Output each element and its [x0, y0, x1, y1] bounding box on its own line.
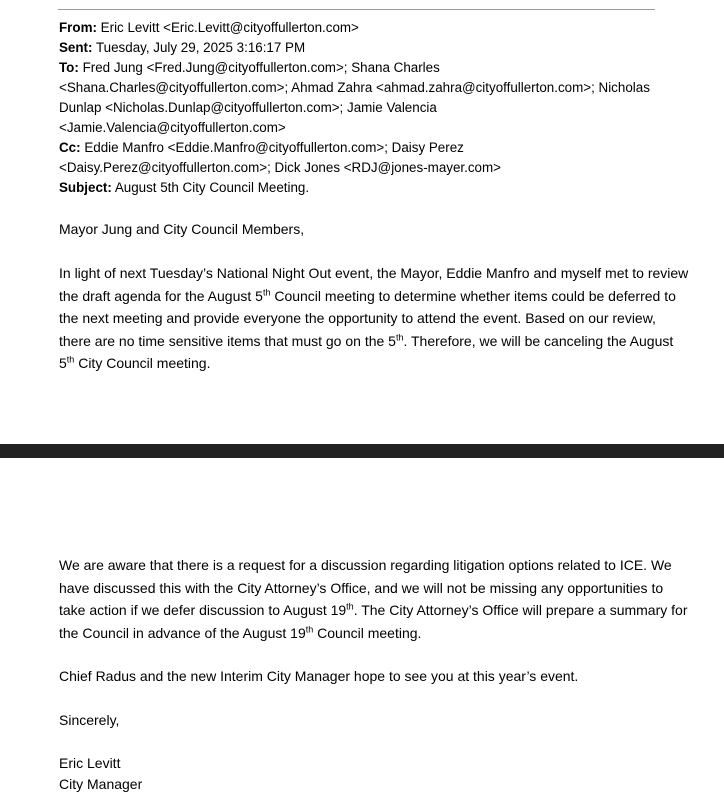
subject-value: August 5th City Council Meeting.: [114, 180, 310, 195]
email-headers: [59, 18, 699, 198]
ordinal-suffix: th: [346, 601, 354, 612]
signature-block: [59, 753, 689, 795]
ordinal-suffix: th: [66, 354, 75, 365]
page-break-band: [0, 444, 724, 458]
to-value-3: Dunlap <Nicholas.Dunlap@cityoffullerton.com>; Jamie Valencia: [59, 100, 437, 115]
subject-label: Subject:: [59, 180, 112, 195]
p1-part-d: City Council meeting.: [74, 355, 211, 371]
ordinal-suffix: th: [395, 331, 404, 342]
to-value-1: Fred Jung <Fred.Jung@cityoffullerton.com>; Shana Charles: [82, 60, 440, 75]
paragraph-3: Chief Radus and the new Interim City Manager hope to see you at this year’s event.: [59, 668, 579, 684]
signer-name: Eric Levitt: [59, 755, 121, 771]
cc-value-1: Eddie Manfro <Eddie.Manfro@cityoffullerton.com>; Daisy Perez: [84, 140, 464, 155]
subject-line: [59, 178, 699, 198]
p2-part-b: . The City Attorney’s Office will prepare a summary for the Council in advance of the August 19: [59, 602, 688, 641]
to-value-2: <Shana.Charles@cityoffullerton.com>; Ahmad Zahra <ahmad.zahra@cityoffullerton.com>; Nicholas: [59, 80, 650, 95]
to-line: [59, 58, 699, 78]
sent-label: Sent:: [59, 40, 93, 55]
p1-part-b: Council meeting to determine whether items could be deferred to the next meeting and provide everyone the opportunity to attend the event. Based on our review, there are no time sensitive items that must go on the 5: [59, 287, 676, 349]
cc-line: [59, 138, 699, 158]
cc-value-2: <Daisy.Perez@cityoffullerton.com>; Dick Jones <RDJ@jones-mayer.com>: [59, 160, 501, 175]
signer-title: City Manager: [59, 776, 143, 792]
p1-part-a: In light of next Tuesday’s National Night Out event, the Mayor, Eddie Manfro and myself met to review the draft agenda for the August 5: [59, 265, 689, 304]
paragraph-2: [59, 554, 689, 644]
p2-part-a: We are aware that there is a request for a discussion regarding litigation options related to ICE. We have discussed this with the City Attorney’s Office, and we will not be missing any opportunities to take action if we defer discussion to August 19: [59, 557, 672, 618]
sent-value: Tuesday, July 29, 2025 3:16:17 PM: [95, 40, 306, 55]
ordinal-suffix: th: [262, 286, 271, 297]
paragraph-1: [59, 262, 689, 375]
closing: Sincerely,: [59, 712, 120, 728]
sent-line: [59, 38, 699, 58]
from-line: [59, 18, 699, 38]
from-value: Eric Levitt <Eric.Levitt@cityoffullerton.com>: [100, 20, 359, 35]
p2-part-c: Council meeting.: [313, 624, 422, 641]
to-value-4: <Jamie.Valencia@cityoffullerton.com>: [59, 120, 286, 135]
to-label: To:: [59, 60, 79, 75]
ordinal-suffix: th: [305, 623, 314, 634]
from-label: From:: [59, 20, 97, 35]
greeting: Mayor Jung and City Council Members,: [59, 221, 305, 237]
p1-part-c: . Therefore, we will be canceling the August 5: [59, 332, 674, 371]
header-divider: [58, 9, 655, 10]
cc-label: Cc:: [59, 140, 81, 155]
